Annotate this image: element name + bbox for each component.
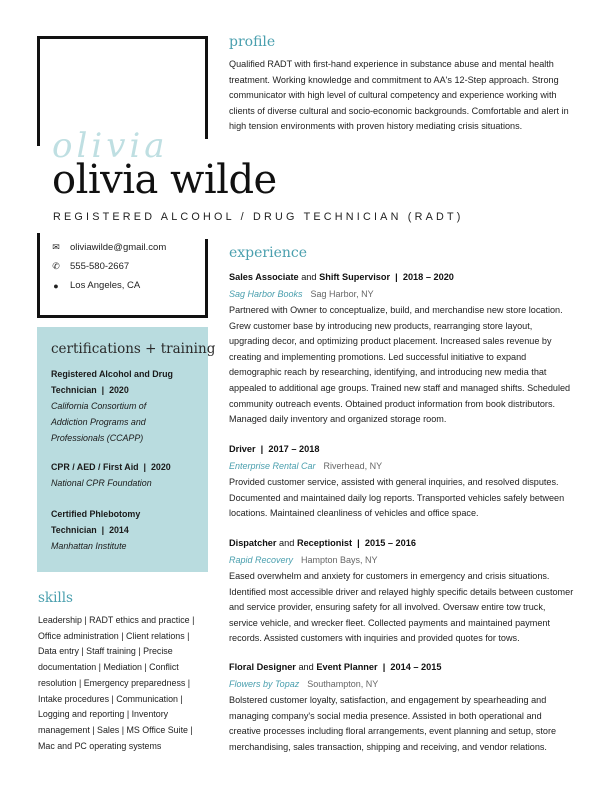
- cert-name: CPR / AED / First Aid | 2020: [51, 462, 171, 472]
- skills-heading: skills: [38, 590, 73, 606]
- job-location: Riverhead, NY: [323, 461, 383, 471]
- cert-org: California Consortium of: [51, 401, 147, 411]
- skills-line: Logging and reporting | Inventory: [38, 709, 169, 720]
- job-entry: [229, 536, 574, 647]
- candidate-title: REGISTERED ALCOHOL / DRUG TECHNICIAN (RADT): [53, 211, 464, 223]
- skills-line: resolution | Emergency preparedness |: [38, 677, 191, 688]
- cert-name: Certified Phlebotomy: [51, 509, 141, 519]
- cert-year: 2014: [109, 525, 129, 535]
- job-title: Floral Designer and Event Planner | 2014 – 2015: [229, 662, 442, 672]
- job-description: Eased overwhelm and anxiety for customers in emergency and crisis situations. Identified most accessible driver and relayed highly specific details between customer and service provider, ensuring safety for all involved. Oversaw entire tow truck, service vehicle, and wrecker fleet. Collected payments and maintained payment records. Assisted customers with inquiries and provided quotes for tows.: [229, 571, 574, 644]
- email-text: oliviawilde@gmail.com: [70, 242, 167, 253]
- contact-email[interactable]: [51, 242, 211, 253]
- phone-text: 555-580-2667: [70, 261, 130, 272]
- frame-bottom: [37, 315, 208, 318]
- job-company-line: [229, 287, 574, 302]
- job-location: Southampton, NY: [307, 679, 379, 689]
- job-company: Rapid Recovery: [229, 555, 294, 565]
- cert-org: National CPR Foundation: [51, 478, 152, 488]
- skills-line: Data entry | Staff training | Precise: [38, 646, 173, 657]
- cert-org: Professionals (CCAPP): [51, 433, 144, 443]
- job-title: Sales Associate and Shift Supervisor | 2018 – 2020: [229, 272, 454, 282]
- job-location: Hampton Bays, NY: [301, 555, 378, 565]
- job-title: Driver | 2017 – 2018: [229, 444, 320, 454]
- envelope-icon: ✉: [52, 242, 60, 252]
- contact-phone[interactable]: [51, 261, 211, 272]
- job-company-line: [229, 677, 574, 692]
- cert-item: [51, 506, 201, 554]
- job-dates: 2018 – 2020: [402, 272, 454, 282]
- frame-right-top: [205, 36, 208, 139]
- cert-year: 2020: [109, 385, 129, 395]
- experience-heading: experience: [229, 245, 308, 261]
- skills-line: Mac and PC operating systems: [38, 740, 162, 751]
- job-dates: 2017 – 2018: [268, 444, 320, 454]
- job-location: Sag Harbor, NY: [310, 289, 374, 299]
- profile-heading: profile: [229, 34, 276, 50]
- script-name-watermark: olivia: [52, 126, 169, 166]
- job-entry: [229, 660, 574, 755]
- job-company-line: [229, 553, 574, 568]
- skills-list: [38, 613, 206, 754]
- cert-item: [51, 459, 201, 491]
- cert-name-line2: Technician | 2014: [51, 525, 129, 535]
- cert-year: 2020: [150, 462, 171, 472]
- job-company: Enterprise Rental Car: [229, 461, 316, 471]
- frame-gap: [34, 146, 42, 233]
- job-dates: 2015 – 2016: [364, 538, 416, 548]
- map-pin-icon: ●: [53, 280, 59, 291]
- job-company-line: [229, 459, 574, 474]
- certifications-heading: certifications + training: [51, 341, 216, 357]
- skills-line: documentation | Mediation | Conflict: [38, 662, 179, 673]
- skills-line: management | Sales | MS Office Suite |: [38, 724, 193, 735]
- job-description: Bolstered customer loyalty, satisfaction, and engagement by spearheading and managing company's social media presence. Assisted in both operational and creative processes including floral arrangements, event planning and setup, store merchandising, sales transaction, shipping and receiving, and vendor relations.: [229, 695, 557, 752]
- cert-name-line2: Technician | 2020: [51, 385, 129, 395]
- skills-line: Intake procedures | Communication |: [38, 693, 183, 704]
- job-entry: [229, 270, 574, 428]
- job-company: Sag Harbor Books: [229, 289, 303, 299]
- cert-item: [51, 366, 201, 446]
- job-title: Dispatcher and Receptionist | 2015 – 2016: [229, 538, 416, 548]
- contact-location: [51, 280, 211, 291]
- cert-org: Manhattan Institute: [51, 541, 127, 551]
- phone-icon: ✆: [52, 261, 60, 271]
- profile-text: Qualified RADT with first-hand experience in substance abuse and mental health treatment. Working knowledge and commitment to AA's 12-Step approach. Strong communicator with high level of cultural competency and experience working with clients of diverse cultural and socio-economic backgrounds. Comfortable and alert in high tension environments with proven history mediating crisis situations.: [229, 59, 569, 132]
- cert-org: Addiction Programs and: [51, 417, 146, 427]
- job-company: Flowers by Topaz: [229, 679, 300, 689]
- job-entry: [229, 442, 574, 522]
- skills-line: Leadership | RADT ethics and practice |: [38, 615, 195, 625]
- candidate-name: olivia wilde: [52, 157, 277, 203]
- job-description: Partnered with Owner to conceptualize, build, and merchandise new store location. Grew customer base by introducing new products, rearranging store layout, upgrading decor, and optimizing product placement. Increased sales revenue by creating and implementing promotions. Led successful initiative to expand demographic reach by researching, identifying, and introducing new media that appealed to additional age groups. Trained new staff and managed shifts. Scheduled community outreach events. Obtained product information from book distributors. Managed daily inventory and organized storage room.: [229, 305, 571, 425]
- job-description: Provided customer service, assisted with general inquiries, and resolved disputes. Documented and maintained daily log reports. Transported vehicles safely between locations. Maintained cleanliness of vehicles and office space.: [229, 477, 565, 519]
- skills-line: Office administration | Client relations |: [38, 630, 190, 641]
- cert-name: Registered Alcohol and Drug: [51, 369, 173, 379]
- job-dates: 2014 – 2015: [390, 662, 442, 672]
- location-text: Los Angeles, CA: [70, 280, 141, 291]
